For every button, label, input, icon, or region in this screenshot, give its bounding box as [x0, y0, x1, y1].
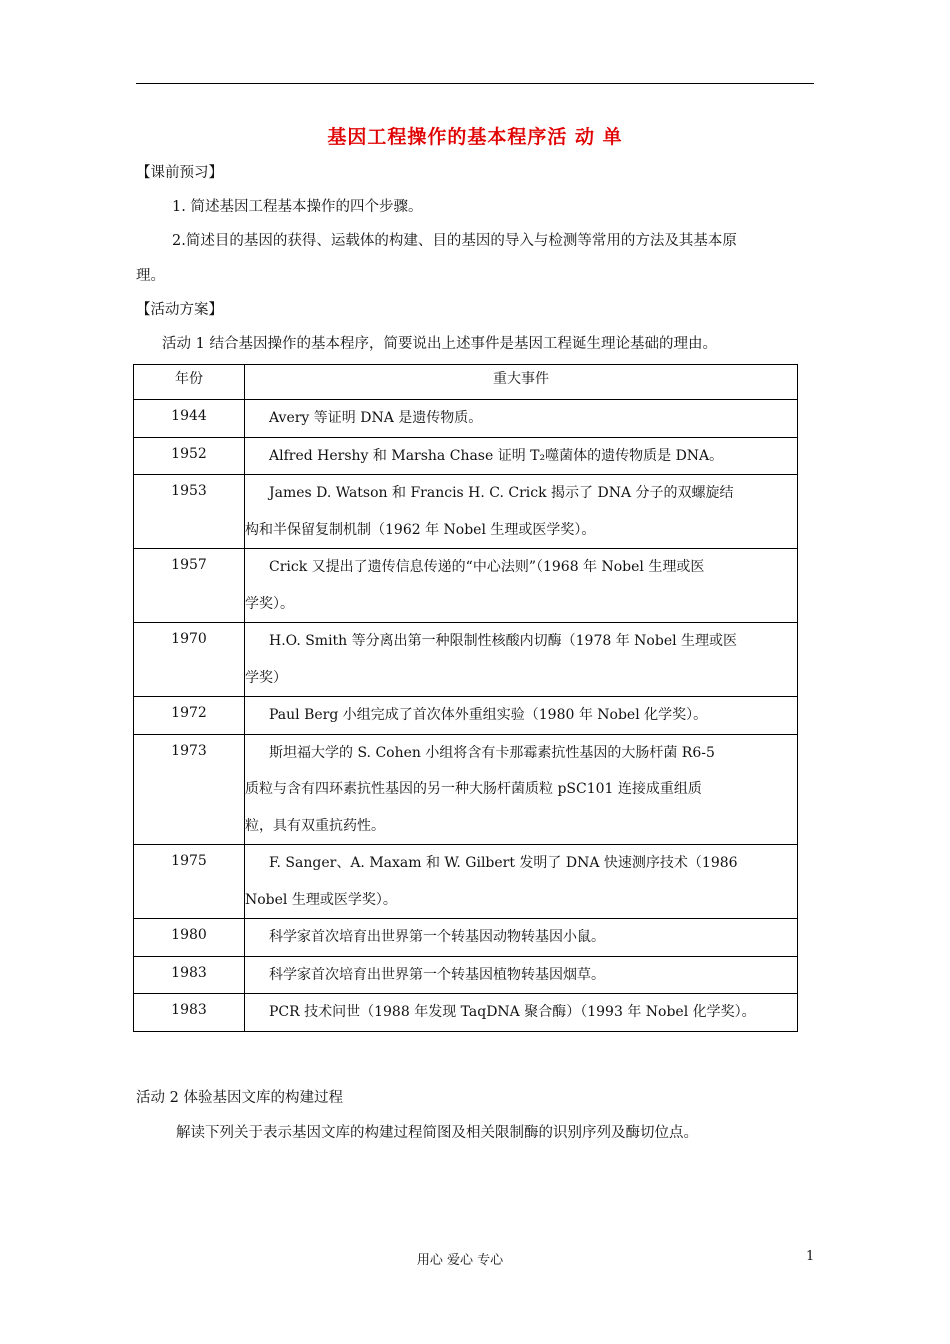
event-description — [245, 623, 798, 697]
table-row — [134, 549, 798, 623]
page-number: 1 — [806, 1249, 815, 1264]
event-description — [245, 697, 798, 735]
event-description — [245, 400, 798, 438]
event-description — [245, 475, 798, 549]
table-row — [134, 956, 798, 994]
activity-1-text: 活动 1 结合基因操作的基本程序，简要说出上述事件是基因工程诞生理论基础的理由。 — [162, 336, 717, 352]
table-row — [134, 919, 798, 957]
event-year: 1952 — [134, 437, 245, 475]
table-row — [134, 623, 798, 697]
page-title: 基因工程操作的基本程序活 动 单 — [327, 126, 623, 148]
table-header-year: 年份 — [134, 365, 245, 400]
event-line: James D. Watson 和 Francis H. C. Crick 揭示了 DNA 分子的双螺旋结 — [269, 485, 734, 501]
event-year: 1957 — [134, 549, 245, 623]
event-description — [245, 549, 798, 623]
table-row — [134, 845, 798, 919]
event-line: 学奖）。 — [245, 595, 294, 612]
preview-item-2-line1: 2.简述目的基因的获得、运载体的构建、目的基因的导入与检测等常用的方法及其基本原 — [172, 233, 737, 249]
event-line: Nobel 生理或医学奖）。 — [245, 891, 397, 908]
event-year: 1972 — [134, 697, 245, 735]
event-year: 1983 — [134, 956, 245, 994]
events-table — [133, 364, 798, 1032]
event-year: 1980 — [134, 919, 245, 957]
footer-motto: 用心 爱心 专心 — [416, 1253, 504, 1268]
event-line: F. Sanger、A. Maxam 和 W. Gilbert 发明了 DNA 快速测序技术（1986 — [269, 855, 738, 871]
event-line: 科学家首次培育出世界第一个转基因植物转基因烟草。 — [269, 966, 605, 983]
preview-item-2-line2: 理。 — [136, 268, 165, 284]
event-line: 构和半保留复制机制（1962 年 Nobel 生理或医学奖）。 — [245, 521, 596, 538]
event-line: 斯坦福大学的 S. Cohen 小组将含有卡那霉素抗性基因的大肠杆菌 R6-5 — [269, 744, 715, 761]
event-description — [245, 845, 798, 919]
preview-heading: 【课前预习】 — [136, 165, 223, 181]
event-line: 质粒与含有四环素抗性基因的另一种大肠杆菌质粒 pSC101 连接成重组质 — [245, 781, 702, 797]
event-year: 1944 — [134, 400, 245, 438]
event-year: 1973 — [134, 734, 245, 845]
table-row — [134, 734, 798, 845]
activity-2-text: 解读下列关于表示基因文库的构建过程简图及相关限制酶的识别序列及酶切位点。 — [176, 1125, 698, 1141]
event-description — [245, 919, 798, 957]
event-line: 科学家首次培育出世界第一个转基因动物转基因小鼠。 — [269, 929, 605, 945]
table-row — [134, 697, 798, 735]
plan-heading: 【活动方案】 — [136, 302, 223, 318]
event-year: 1983 — [134, 994, 245, 1032]
header-rule — [136, 83, 814, 84]
table-header-event: 重大事件 — [245, 365, 798, 400]
event-line: Paul Berg 小组完成了首次体外重组实验（1980 年 Nobel 化学奖）。 — [269, 707, 708, 723]
table-row — [134, 437, 798, 475]
event-description — [245, 437, 798, 475]
table-row — [134, 994, 798, 1032]
event-line: Alfred Hershy 和 Marsha Chase 证明 T₂噬菌体的遗传物质是 DNA。 — [269, 447, 724, 464]
event-year: 1975 — [134, 845, 245, 919]
event-description — [245, 956, 798, 994]
activity-2-heading: 活动 2 体验基因文库的构建过程 — [136, 1090, 343, 1106]
event-year: 1970 — [134, 623, 245, 697]
event-line: 学奖） — [245, 669, 287, 686]
event-description — [245, 994, 798, 1032]
event-line: Crick 又提出了遗传信息传递的“中心法则”（1968 年 Nobel 生理或医 — [269, 559, 705, 575]
preview-item-1: 1. 简述基因工程基本操作的四个步骤。 — [172, 199, 423, 215]
table-header-row — [134, 365, 798, 400]
event-line: H.O. Smith 等分离出第一种限制性核酸内切酶（1978 年 Nobel 生理或医 — [269, 633, 738, 649]
event-line: 粒，具有双重抗药性。 — [245, 817, 385, 834]
event-line: PCR 技术问世（1988 年发现 TaqDNA 聚合酶）（1993 年 Nobel 化学奖）。 — [269, 1004, 756, 1020]
event-description — [245, 734, 798, 845]
table-row — [134, 475, 798, 549]
event-line: Avery 等证明 DNA 是遗传物质。 — [269, 410, 483, 426]
table-row — [134, 400, 798, 438]
event-year: 1953 — [134, 475, 245, 549]
